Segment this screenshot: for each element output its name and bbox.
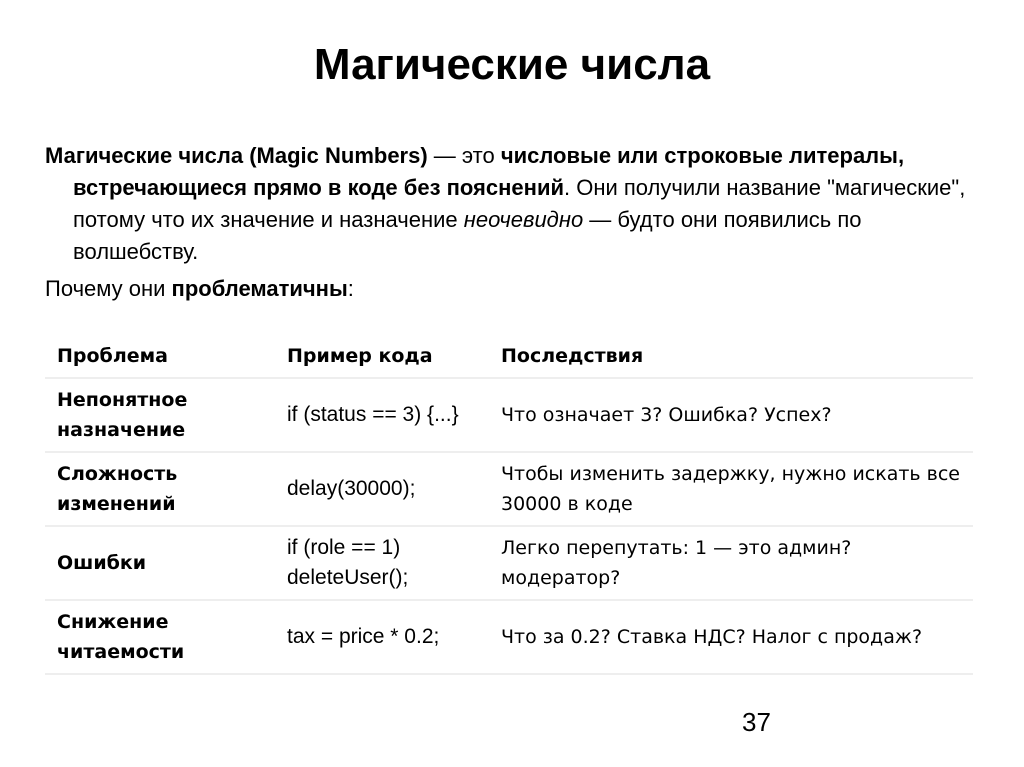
- header-code: Пример кода: [275, 335, 489, 378]
- page-number: 37: [742, 707, 771, 737]
- table-row: [45, 452, 973, 526]
- table-row: [45, 526, 973, 600]
- table-row: [45, 600, 973, 674]
- table-row: [45, 378, 973, 452]
- cell-effect: Чтобы изменить задержку, нужно искать все 30000 в коде: [489, 452, 973, 526]
- cell-effect: Что за 0.2? Ставка НДС? Налог с продаж?: [489, 600, 973, 674]
- cell-problem: Сложность изменений: [45, 452, 275, 526]
- intro-paragraph: Магические числа (Magic Numbers) — это числовые или строковые литералы, встречающиеся прямо в коде без пояснений. Они получили название "магические", потому что их значение и назначение неочевидно — будто они появились по волшебству.: [45, 143, 966, 264]
- cell-effect: Легко перепутать: 1 — это админ? модератор?: [489, 526, 973, 600]
- cell-problem: Ошибки: [45, 526, 275, 600]
- intro-definition: числовые или строковые литералы, встречающиеся прямо в коде без пояснений: [73, 143, 905, 200]
- cell-code: tax = price * 0.2;: [275, 600, 489, 674]
- intro-emphasis: неочевидно: [463, 207, 584, 232]
- slide-title: Магические числа: [313, 40, 711, 89]
- cell-code: if (role == 1) deleteUser();: [275, 526, 489, 600]
- intro-term: Магические числа (Magic Numbers): [45, 143, 428, 168]
- cell-problem: Непонятное назначение: [45, 378, 275, 452]
- problems-table: [45, 335, 973, 675]
- cell-problem: Снижение читаемости: [45, 600, 275, 674]
- cell-code: delay(30000);: [275, 452, 489, 526]
- header-problem: Проблема: [45, 335, 275, 378]
- cell-effect: Что означает 3? Ошибка? Успех?: [489, 378, 973, 452]
- table-header-row: [45, 335, 973, 378]
- why-heading: Почему они проблематичны:: [45, 276, 354, 301]
- header-effect: Последствия: [489, 335, 973, 378]
- cell-code: if (status == 3) {...}: [275, 378, 489, 452]
